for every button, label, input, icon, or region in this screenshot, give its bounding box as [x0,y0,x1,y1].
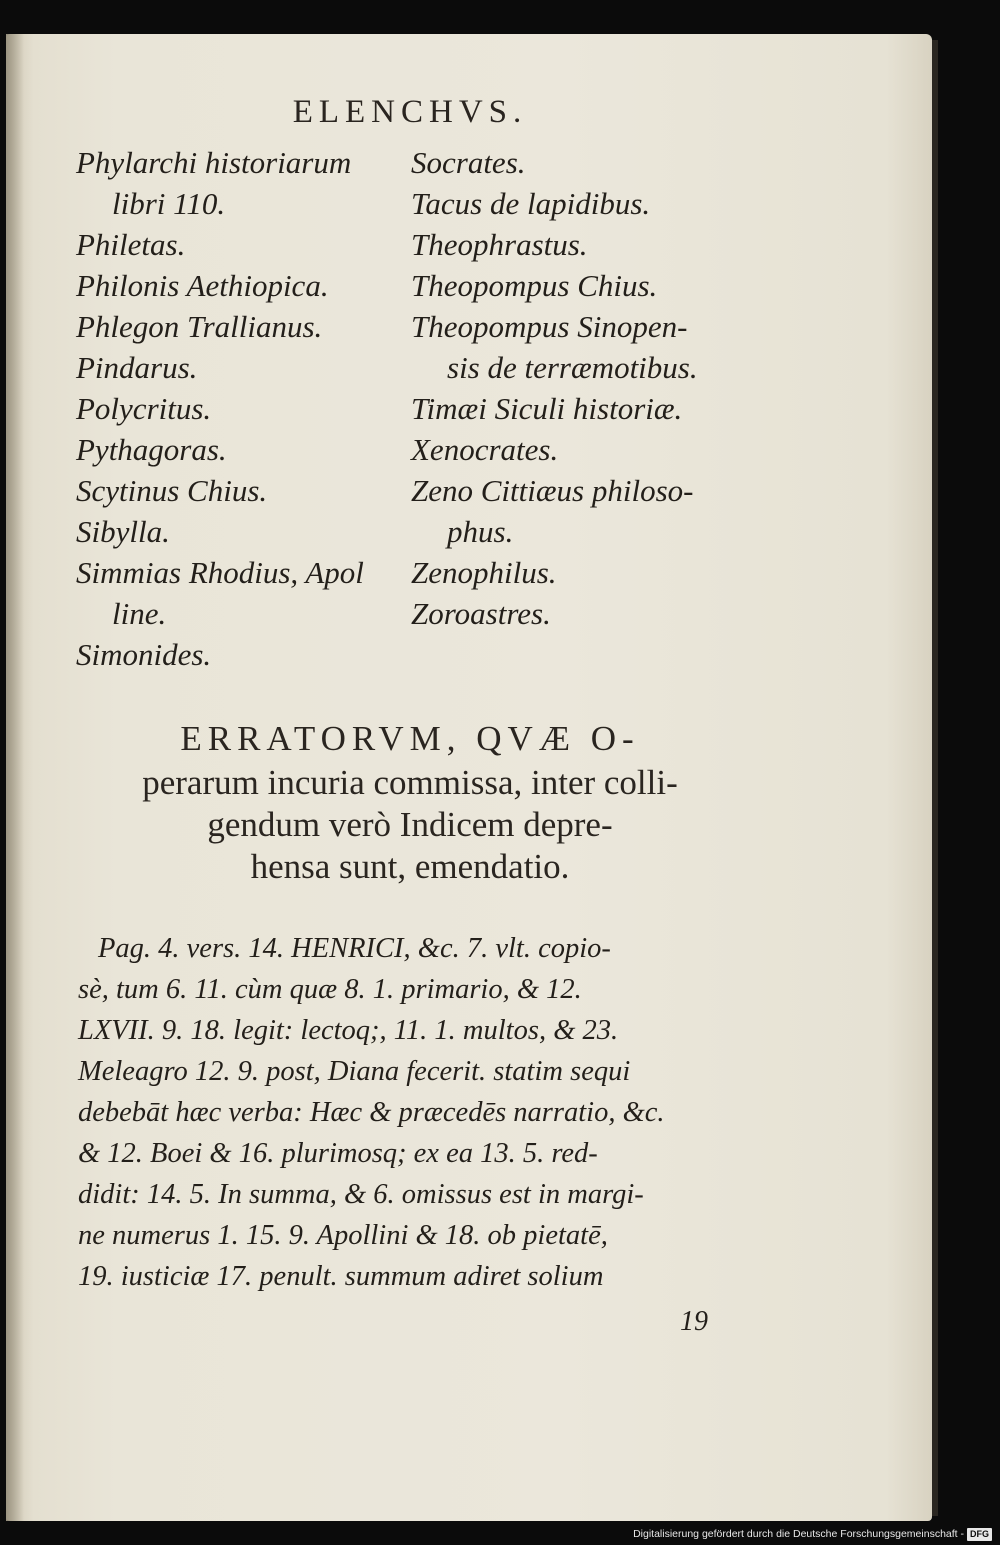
index-left-entry: libri 110. [112,186,226,221]
errata-line: ne numerus 1. 15. 9. Apollini & 18. ob pietatē, [78,1220,608,1251]
index-left-entry: Sibylla. [76,514,170,549]
running-header: ELENCHVS. [292,94,528,130]
errata-line: Pag. 4. vers. 14. HENRICI, &c. 7. vlt. copio- [98,933,611,964]
errata-line: Meleagro 12. 9. post, Diana fecerit. statim sequi [78,1056,631,1087]
digitization-footer [633,1525,992,1543]
index-right-entry: Tacus de lapidibus. [411,186,651,221]
errata-line: sè, tum 6. 11. cùm quæ 8. 1. primario, & 12. [78,974,582,1005]
index-left-entry: Philonis Aethiopica. [76,268,329,303]
errata-line: 19. iusticiæ 17. penult. summum adiret solium [78,1261,604,1292]
index-right-entry: sis de terræmotibus. [447,350,698,385]
index-right-entry: Timæi Siculi historiæ. [411,391,683,426]
signature-mark: 19 [680,1306,708,1337]
index-left-entry: Phlegon Trallianus. [76,309,323,344]
index-left-entry: Pythagoras. [76,432,227,467]
index-right-entry: Socrates. [411,145,526,180]
index-right-entry: phus. [447,514,514,549]
index-left-entry: Polycritus. [76,391,212,426]
index-right-entry: Zenophilus. [411,555,557,590]
footer-text: Digitalisierung gefördert durch die Deutsche Forschungsgemeinschaft - [633,1528,964,1540]
errata-title-line-2: perarum incuria commissa, inter colli- [142,763,678,802]
index-left-column [76,142,364,675]
index-left-entry: Pindarus. [76,350,198,385]
index-right-entry: Theopompus Sinopen- [411,309,688,344]
errata-line: debebāt hæc verba: Hæc & præcedēs narratio, &c. [78,1097,665,1128]
errata-title-line-3: gendum verò Indicem depre- [207,805,613,844]
index-left-entry: line. [112,596,167,631]
page-edge [932,40,938,1516]
index-right-column [411,142,698,634]
index-left-entry: Simonides. [76,637,212,672]
index-right-entry: Zoroastres. [411,596,551,631]
errata-title-line-4: hensa sunt, emendatio. [250,847,570,886]
index-right-entry: Zeno Cittiæus philoso- [411,473,694,508]
index-left-entry: Scytinus Chius. [76,473,268,508]
errata-line: didit: 14. 5. In summa, & 6. omissus est in margi- [78,1179,644,1210]
errata-title-line-1: ERRATORVM, QVÆ O- [180,719,640,758]
errata-line: LXVII. 9. 18. legit: lectoq;, 11. 1. multos, & 23. [78,1015,619,1046]
errata-line: & 12. Boei & 16. plurimosq; ex ea 13. 5. red- [78,1138,598,1169]
dfg-logo: DFG [967,1528,992,1541]
index-right-entry: Theophrastus. [411,227,588,262]
index-left-entry: Simmias Rhodius, Apol [76,555,364,590]
index-right-entry: Xenocrates. [411,432,559,467]
index-right-entry: Theopompus Chius. [411,268,658,303]
index-left-entry: Phylarchi historiarum [76,145,352,180]
errata-body [78,928,718,1297]
index-left-entry: Philetas. [76,227,186,262]
